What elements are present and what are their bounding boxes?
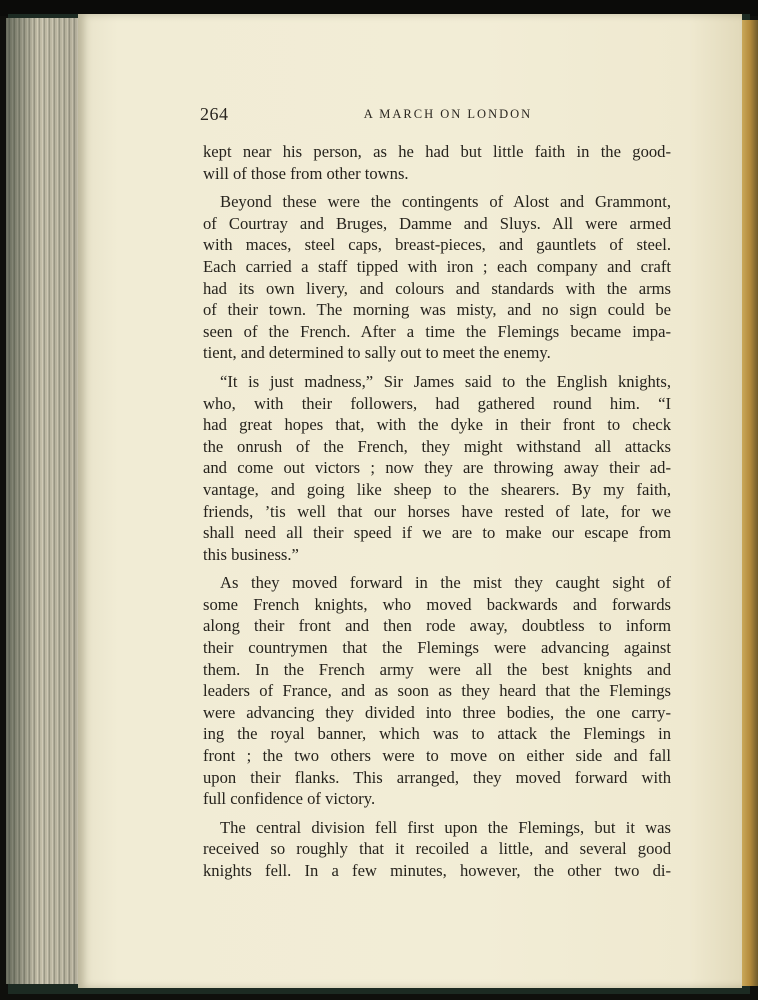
text-line: their countrymen that the Flemings were advancing against	[203, 638, 671, 658]
text-line: will of those from other towns.	[203, 163, 409, 183]
text-line: Beyond these were the contingents of Alost and Grammont,	[220, 192, 671, 212]
paragraph-gap	[203, 810, 671, 817]
text-line: leaders of France, and as soon as they heard that the Flemings	[203, 681, 671, 701]
text-line: who, with their followers, had gathered round him. “I	[203, 393, 671, 413]
page-number: 264	[200, 104, 229, 124]
text-line: Each carried a staff tipped with iron ; each company and craft	[203, 256, 671, 276]
text-line: kept near his person, as he had but little faith in the good-	[203, 142, 671, 161]
body-text	[203, 141, 671, 882]
text-line: The central division fell first upon the Flemings, but it was	[220, 817, 671, 837]
paragraph-gap	[203, 565, 671, 572]
text-line: knights fell. In a few minutes, however, the other two di-	[203, 861, 671, 880]
text-line: had its own livery, and colours and standards with the arms	[203, 278, 671, 298]
running-head: A MARCH ON LONDON	[363, 107, 533, 121]
text-line: “It is just madness,” Sir James said to the English knights,	[220, 371, 671, 391]
text-line: them. In the French army were all the best knights and	[203, 659, 671, 679]
text-line: the onrush of the French, they might withstand all attacks	[203, 436, 671, 456]
text-line: this business.”	[203, 544, 299, 564]
text-line: tient, and determined to sally out to meet the enemy.	[203, 343, 551, 363]
text-line: friends, ’tis well that our horses have rested of late, for we	[203, 501, 671, 521]
text-line: with maces, steel caps, breast-pieces, and gauntlets of steel.	[203, 235, 671, 255]
text-line: along their front and then rode away, doubtless to inform	[203, 616, 671, 636]
paragraph	[203, 371, 671, 565]
paragraph	[203, 141, 671, 184]
text-line: full confidence of victory.	[203, 789, 376, 809]
text-line: were advancing they divided into three bodies, the one carry-	[203, 702, 671, 722]
text-line: and come out victors ; now they are throwing away their ad-	[203, 458, 671, 478]
paragraph	[203, 191, 671, 364]
paragraph-gap	[203, 184, 671, 191]
page-edges-shadow	[6, 18, 78, 984]
text-line: vantage, and going like sheep to the shearers. By my faith,	[203, 479, 671, 499]
text-line: seen of the French. After a time the Flemings became impa-	[203, 321, 671, 341]
paragraph	[203, 817, 671, 882]
text-line: shall need all their speed if we are to make our escape from	[203, 523, 671, 543]
paragraph-gap	[203, 364, 671, 371]
text-line: some French knights, who moved backwards and forwards	[203, 594, 671, 614]
text-line: received so roughly that it recoiled a little, and several good	[203, 839, 671, 859]
text-line: of Courtray and Bruges, Damme and Sluys. All were armed	[203, 213, 671, 233]
text-line: had great hopes that, with the dyke in their front to check	[203, 415, 671, 435]
text-line: front ; the two others were to move on either side and fall	[203, 746, 671, 766]
paragraph	[203, 572, 671, 810]
right-page-edge	[742, 20, 758, 986]
text-line: of their town. The morning was misty, and no sign could be	[203, 300, 671, 320]
text-line: ing the royal banner, which was to attack the Flemings in	[203, 724, 671, 744]
page-header	[200, 104, 672, 126]
text-line: upon their flanks. This arranged, they moved forward with	[203, 767, 671, 787]
text-line: As they moved forward in the mist they caught sight of	[220, 573, 671, 593]
